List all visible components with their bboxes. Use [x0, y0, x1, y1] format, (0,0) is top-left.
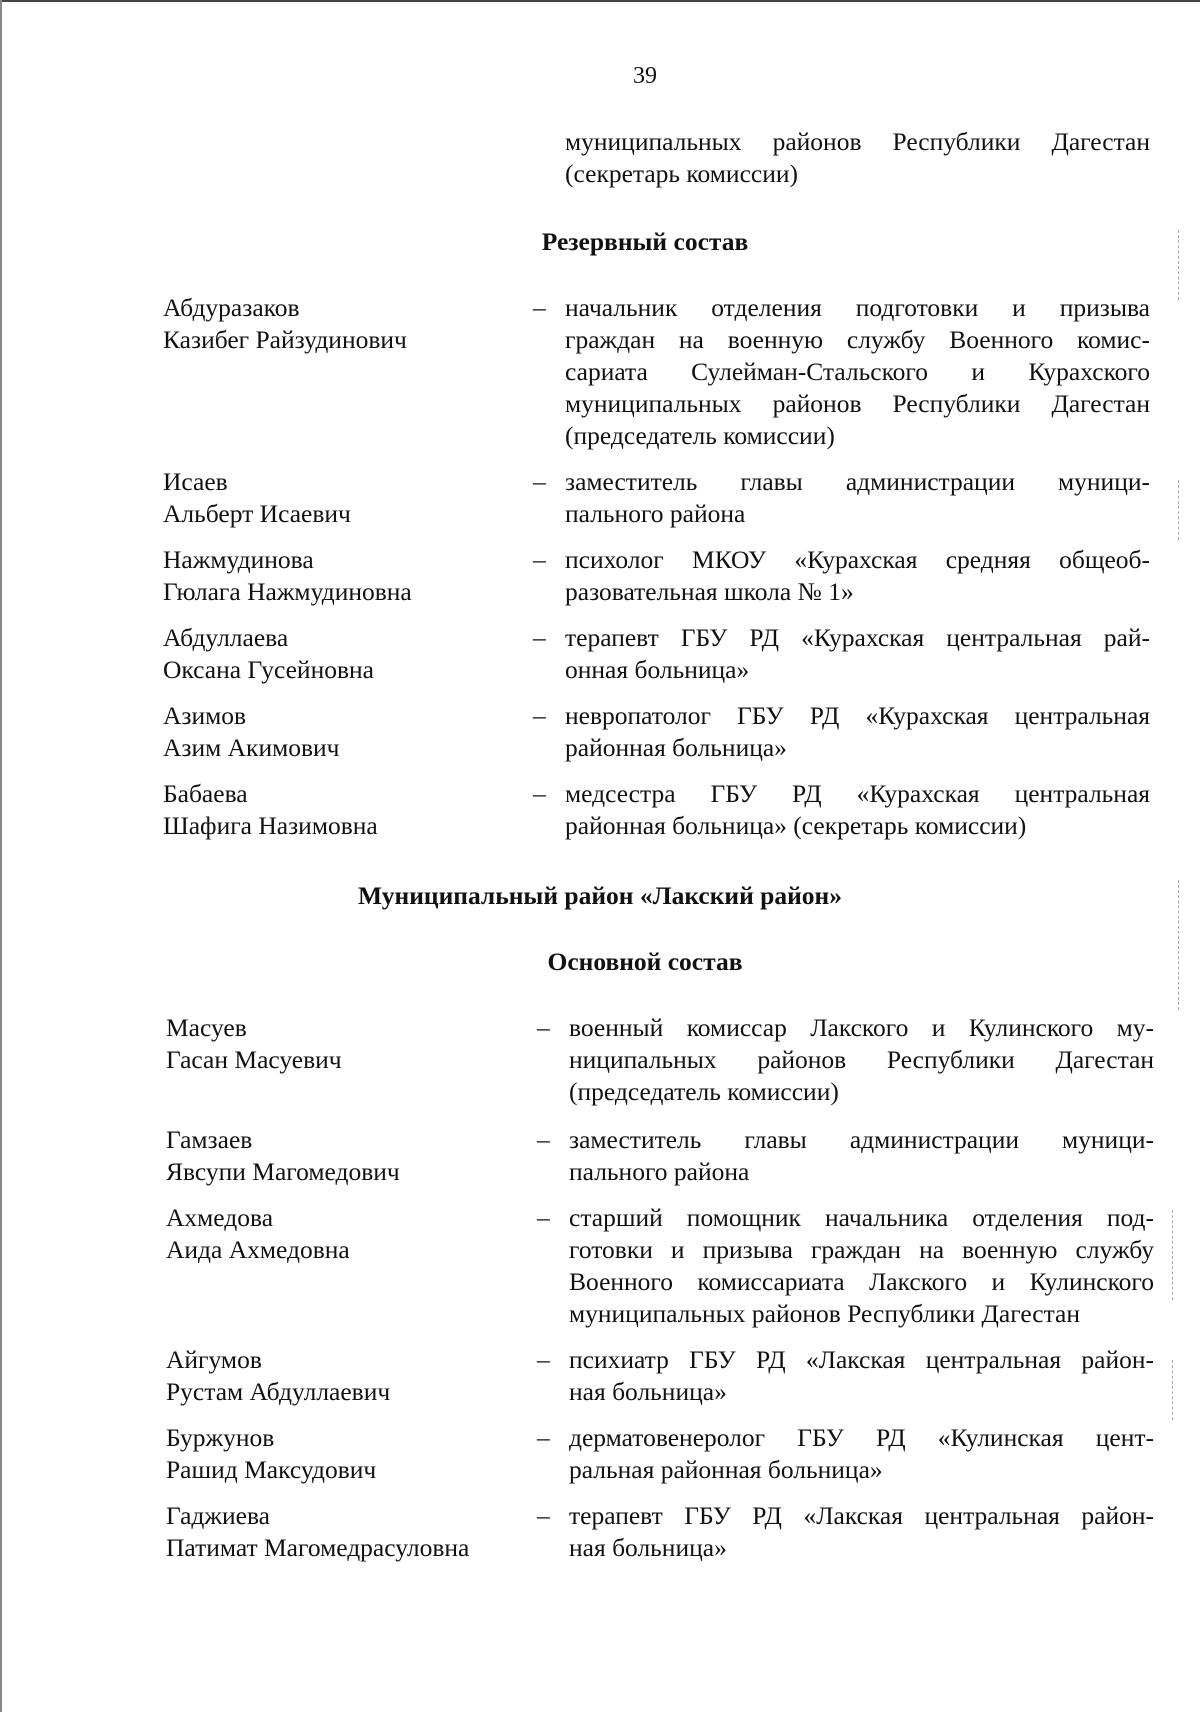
- member-name: Абдуллаева Оксана Гусейновна: [163, 623, 374, 684]
- member-duty: терапевт ГБУ РД «Курахская центральная рай- онная больница»: [565, 623, 1150, 684]
- section-heading: Резервный состав: [541, 227, 749, 256]
- dash: –: [537, 1013, 550, 1042]
- member-name: Айгумов Рустам Абдуллаевич: [166, 1345, 391, 1406]
- member-name: Масуев Гасан Масуевич: [166, 1013, 342, 1074]
- member-name: Гаджиева Патимат Магомедрасуловна: [166, 1501, 470, 1562]
- member-name: Гамзаев Явсупи Магомедович: [166, 1125, 400, 1186]
- member-duty: терапевт ГБУ РД «Лакская центральная район- ная больница»: [569, 1501, 1154, 1562]
- member-name: Абдуразаков Казибег Райзудинович: [163, 293, 407, 354]
- member-name: Азимов Азим Акимович: [163, 701, 340, 762]
- member-name: Исаев Альберт Исаевич: [163, 467, 351, 528]
- dash: –: [533, 701, 546, 730]
- dash: –: [533, 293, 546, 322]
- district-heading: Муниципальный район «Лакский район»: [358, 881, 842, 910]
- member-duty: заместитель главы администрации муници- пального района: [565, 467, 1150, 528]
- member-duty: старший помощник начальника отделения под- готовки и призыва граждан на военную службу Военного комиссариата Лакского и Кулинского муниципальных районов Республики Дагестан: [569, 1203, 1154, 1328]
- member-name: Буржунов Рашид Максудович: [166, 1423, 377, 1484]
- member-duty: медсестра ГБУ РД «Курахская центральная районная больница» (секретарь комиссии): [565, 779, 1150, 840]
- scan-mark: [1178, 480, 1180, 540]
- dash: –: [533, 623, 546, 652]
- member-duty: заместитель главы администрации муници- пального района: [569, 1125, 1154, 1186]
- page-number: 39: [633, 63, 657, 89]
- member-duty: психиатр ГБУ РД «Лакская центральная район- ная больница»: [569, 1345, 1154, 1406]
- dash: –: [537, 1125, 550, 1154]
- intro-line: муниципальных районов Республики Дагестан: [565, 127, 1150, 156]
- intro-continuation: [565, 126, 1150, 190]
- dash: –: [533, 545, 546, 574]
- dash: –: [533, 779, 546, 808]
- scan-mark: [1172, 1360, 1174, 1420]
- member-name: Ахмедова Аида Ахмедовна: [166, 1203, 350, 1264]
- section-heading: Основной состав: [547, 947, 743, 976]
- member-duty: дерматовенеролог ГБУ РД «Кулинская цент- ральная районная больница»: [569, 1423, 1154, 1484]
- dash: –: [537, 1203, 550, 1232]
- dash: –: [537, 1423, 550, 1452]
- dash: –: [533, 467, 546, 496]
- member-duty: невропатолог ГБУ РД «Курахская центральная районная больница»: [565, 701, 1150, 762]
- scan-mark: [1172, 1210, 1174, 1300]
- dash: –: [537, 1501, 550, 1530]
- member-duty: психолог МКОУ «Курахская средняя общеоб- разовательная школа № 1»: [565, 545, 1150, 606]
- member-duty: военный комиссар Лакского и Кулинского му- ниципальных районов Республики Дагестан (председатель комиссии): [569, 1013, 1154, 1106]
- scan-border-top: [0, 0, 1200, 2]
- intro-line: (секретарь комиссии): [565, 159, 798, 188]
- member-duty: начальник отделения подготовки и призыва граждан на военную службу Военного комис- сариата Сулейман-Стальского и Курахского муниципальных районов Республики Дагестан (председатель комиссии): [565, 293, 1150, 450]
- dash: –: [537, 1345, 550, 1374]
- member-name: Нажмудинова Гюлага Нажмудиновна: [163, 545, 412, 606]
- member-name: Бабаева Шафига Назимовна: [163, 779, 378, 840]
